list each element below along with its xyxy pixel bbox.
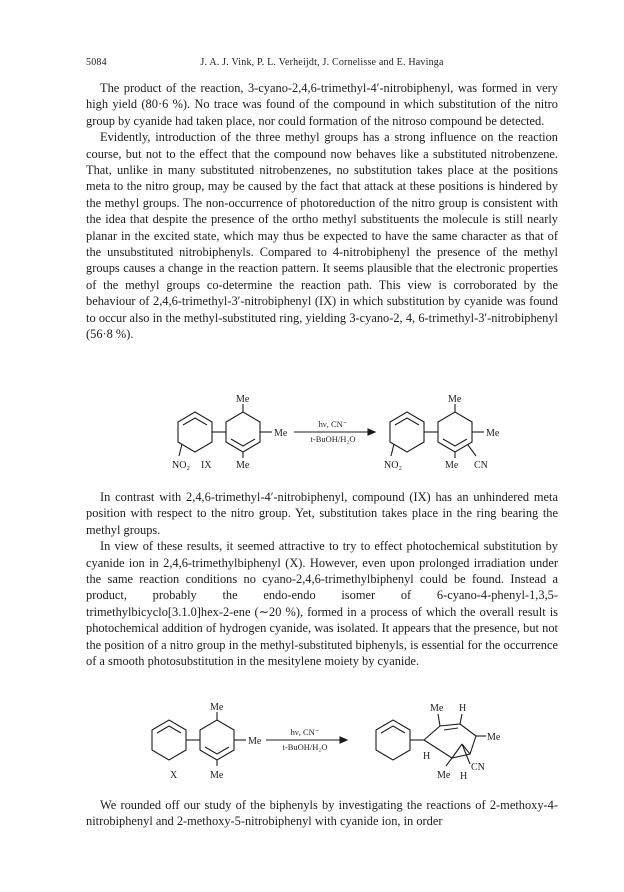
scheme2-left-me-right: Me [248, 736, 262, 747]
scheme1-right-me-right: Me [486, 428, 500, 439]
scheme1-right-no2: NO₂ [384, 460, 402, 471]
scheme2-right-h-bottom: H [460, 771, 468, 782]
scheme1-left-no2-bond [179, 444, 182, 456]
page-number: 5084 [86, 57, 107, 68]
scheme2-right-me-top-bond [438, 714, 440, 726]
scheme2-right-me-right: Me [487, 732, 501, 743]
scheme2-bicyclo-double [444, 728, 458, 730]
scheme1-reagent-top: hν, CN⁻ [318, 419, 348, 429]
paragraph-1: The product of the reaction, 3-cyano-2,4,6-trimethyl-4′-nitrobiphenyl, was formed in very high yield (80·6 %). No trace was found of the compound in which substitution of the nitro group by cyanide had taken place, nor could formation of the nitroso compound be detected. [86, 81, 558, 128]
scheme1-right-cn: CN [474, 460, 488, 471]
scheme2-right-phenyl-double [381, 726, 405, 733]
running-authors: J. A. J. Vink, P. L. Verheijdt, J. Cornelisse and E. Havinga [200, 57, 444, 68]
reaction-scheme-ix [0, 392, 624, 474]
paragraph-3: In contrast with 2,4,6-trimethyl-4′-nitrobiphenyl, compound (IX) has an unhindered meta position with respect to the nitro group. Yet, substitution takes place in the ring bearing the methyl groups. [86, 490, 558, 537]
scheme1-right-no2-bond [391, 444, 394, 456]
scheme2-compound-label: X [170, 770, 178, 781]
scheme1-arrow-head [368, 429, 375, 435]
scheme2-right-h-top: H [459, 703, 467, 714]
scheme2-right-me-bottom-bond [446, 758, 452, 766]
text-block-2 [86, 489, 558, 669]
scheme2-reagent-top: hν, CN⁻ [290, 727, 320, 737]
scheme1-left-me-right: Me [274, 428, 288, 439]
scheme2-right-cn: CN [471, 762, 485, 773]
scheme2-left-me-bottom: Me [210, 770, 224, 781]
scheme2-right-h-left: H [423, 751, 431, 762]
scheme2-right-me-top: Me [430, 703, 444, 714]
paragraph-4: In view of these results, it seemed attractive to try to effect photochemical substitution by cyanide ion in 2,4,6-trimethylbiphenyl (X). However, even upon prolonged irradiation under the same reaction conditions no cyano-2,4,6-trimethylbiphenyl could be found. Instead a product, probably the endo-endo isomer of 6-cyano-4-phenyl-1,3,5-trimethylbicyclo[3.1.0]hex-2-ene (∼20 %), formed in a process of which the overall result is photochemical addition of hydrogen cyanide, was isolated. It appears that the presence, but not the position of a nitro group in the methyl-substituted biphenyls, is essential for the occurrence of a smooth photosubstitution in the mesitylene moiety by cyanide. [86, 539, 558, 669]
scheme2-right-h-top-bond [460, 714, 462, 724]
scheme1-left-no2: NO₂ [172, 460, 190, 471]
scheme1-right-me-top: Me [448, 394, 462, 405]
scheme2-left-ring-b-double [205, 747, 229, 754]
scheme2-arrow-head [340, 737, 347, 743]
scheme2-left-me-top: Me [210, 702, 224, 713]
scheme1-right-cn-bond [468, 445, 476, 456]
scheme1-reagent-bottom: t-BuOH/H₂O [310, 434, 356, 444]
scheme1-compound-label: IX [201, 460, 212, 471]
scheme2-right-me-bottom: Me [437, 770, 451, 781]
scheme1-right-me-bottom: Me [445, 460, 459, 471]
paragraph-5: We rounded off our study of the biphenyls by investigating the reactions of 2-methoxy-4-nitrobiphenyl and 2-methoxy-5-nitrobiphenyl with cyanide ion, in order [86, 798, 558, 829]
scheme2-reagent-bottom: t-BuOH/H₂O [282, 742, 328, 752]
scheme1-left-me-bottom: Me [236, 460, 250, 471]
text-block-1 [86, 80, 558, 343]
scheme2-left-ring-a-double [157, 726, 181, 733]
text-block-3 [86, 797, 558, 830]
running-header [86, 57, 558, 71]
scheme1-right-ring-b-double [443, 439, 467, 446]
scheme1-right-ring-a-double [395, 418, 419, 425]
scheme1-left-me-top: Me [236, 394, 250, 405]
scheme1-left-ring-a-double [183, 418, 207, 425]
reaction-scheme-x [0, 700, 624, 782]
paragraph-2: Evidently, introduction of the three methyl groups has a strong influence on the reaction course, but not to the effect that the compound now behaves like a substituted nitrobenzene. That, unlike in many substituted nitrobenzenes, no substitution takes place at the positions meta to the nitro group, may be caused by the fact that attack at these positions is hindered by the methyl groups. The non-occurrence of photoreduction of the nitro group is consistent with the idea that despite the presence of the ortho methyl substituents the molecule is still nearly planar in the excited state, which may thus be expected to have the same character as that of the unsubstituted nitrobiphenyls. Compared to 4-nitrobiphenyl the presence of the methyl groups causes a change in the reaction pattern. It seems plausible that the electronic properties of the methyl groups co-determine the reaction path. This view is corroborated by the behaviour of 2,4,6-trimethyl-3′-nitrobiphenyl (IX) in which substitution by cyanide was found to occur also in the methyl-substituted ring, yielding 3-cyano-2, 4, 6-trimethyl-3′-nitrobiphenyl (56·8 %). [86, 130, 558, 342]
scheme2-cyclopropane-bond-2 [462, 744, 470, 754]
scheme1-left-ring-b-double [231, 439, 255, 446]
